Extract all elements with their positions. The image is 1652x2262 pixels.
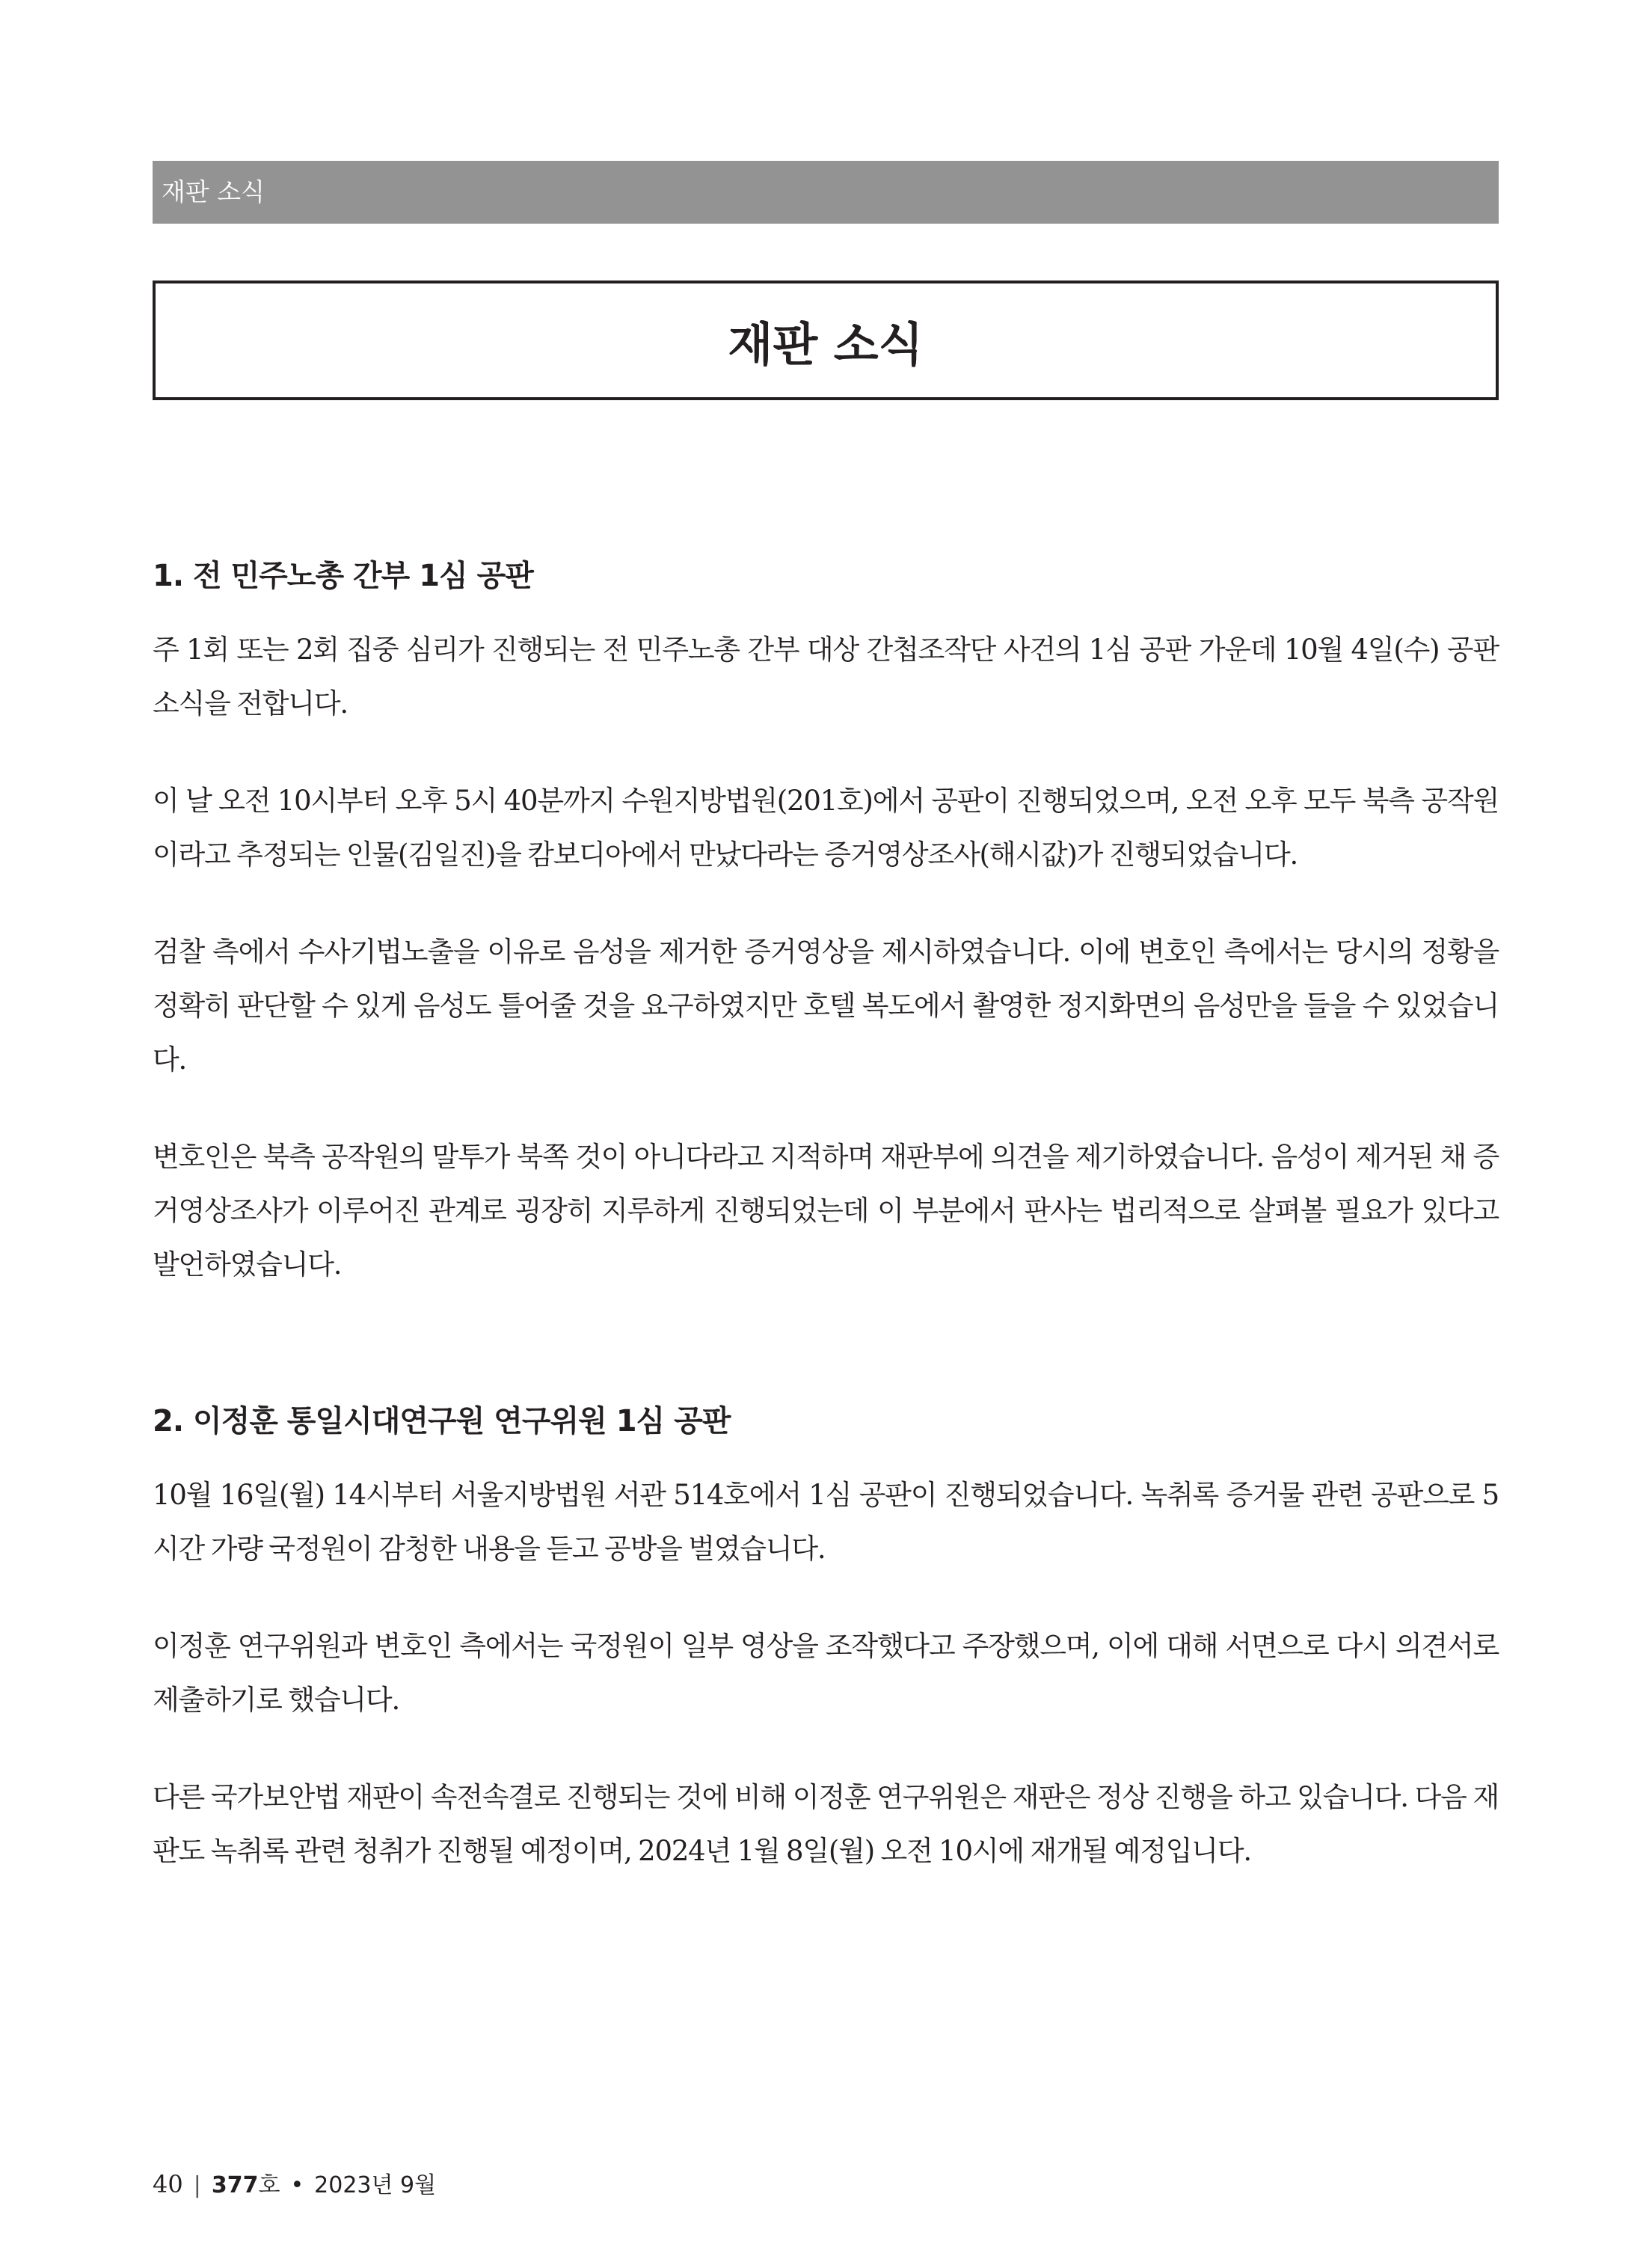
section-header-bar [153, 161, 1499, 224]
issue-date: 2023년 9월 [314, 2172, 437, 2198]
article-body [153, 542, 1499, 1922]
page-title: 재판 소식 [728, 316, 924, 372]
section-2-paragraph-1: 10월 16일(월) 14시부터 서울지방법원 서관 514호에서 1심 공판이 진행되었습니다. 녹취록 증거물 관련 공판으로 5시간 가량 국정원이 감청한 내용을 듣고 공방을 벌였습니다. [153, 1479, 1499, 1565]
section-1-paragraph-3: 검찰 측에서 수사기법노출을 이유로 음성을 제거한 증거영상을 제시하였습니다. 이에 변호인 측에서는 당시의 정황을 정확히 판단할 수 있게 음성도 틀어줄 것을 요구하였지만 호텔 복도에서 촬영한 정지화면의 음성만을 들을 수 있었습니다. [153, 936, 1499, 1076]
section-2-heading: 2. 이정훈 통일시대연구원 연구위원 1심 공판 [153, 1404, 731, 1438]
footer-divider: | [193, 2172, 201, 2198]
page-footer [153, 2169, 436, 2201]
title-box [153, 281, 1499, 400]
section-2-paragraph-3: 다른 국가보안법 재판이 속전속결로 진행되는 것에 비해 이정훈 연구위원은 재판은 정상 진행을 하고 있습니다. 다음 재판도 녹취록 관련 청취가 진행될 예정이며, 2024년 1월 8일(월) 오전 10시에 재개될 예정입니다. [153, 1781, 1499, 1867]
issue-number: 377 [211, 2172, 259, 2198]
issue-suffix: 호 [258, 2172, 280, 2198]
page-number: 40 [153, 2170, 183, 2198]
section-2-paragraph-2: 이정훈 연구위원과 변호인 측에서는 국정원이 일부 영상을 조작했다고 주장했으며, 이에 대해 서면으로 다시 의견서로 제출하기로 했습니다. [153, 1630, 1499, 1716]
section-1-paragraph-4: 변호인은 북측 공작원의 말투가 북쪽 것이 아니다라고 지적하며 재판부에 의견을 제기하였습니다. 음성이 제거된 채 증거영상조사가 이루어진 관계로 굉장히 지루하게 진행되었는데 이 부분에서 판사는 법리적으로 살펴볼 필요가 있다고 발언하였습니다. [153, 1141, 1499, 1281]
section-spacer [153, 1335, 1499, 1388]
footer-bullet-icon: • [290, 2172, 304, 2198]
section-1-paragraph-1: 주 1회 또는 2회 집중 심리가 진행되는 전 민주노총 간부 대상 간첩조작단 사건의 1심 공판 가운데 10월 4일(수) 공판 소식을 전합니다. [153, 634, 1499, 720]
section-1-paragraph-2: 이 날 오전 10시부터 오후 5시 40분까지 수원지방법원(201호)에서 공판이 진행되었으며, 오전 오후 모두 북측 공작원이라고 추정되는 인물(김일진)을 캄보디아에서 만났다라는 증거영상조사(해시값)가 진행되었습니다. [153, 785, 1499, 871]
section-label: 재판 소식 [162, 177, 265, 206]
section-1-heading: 1. 전 민주노총 간부 1심 공판 [153, 559, 533, 593]
